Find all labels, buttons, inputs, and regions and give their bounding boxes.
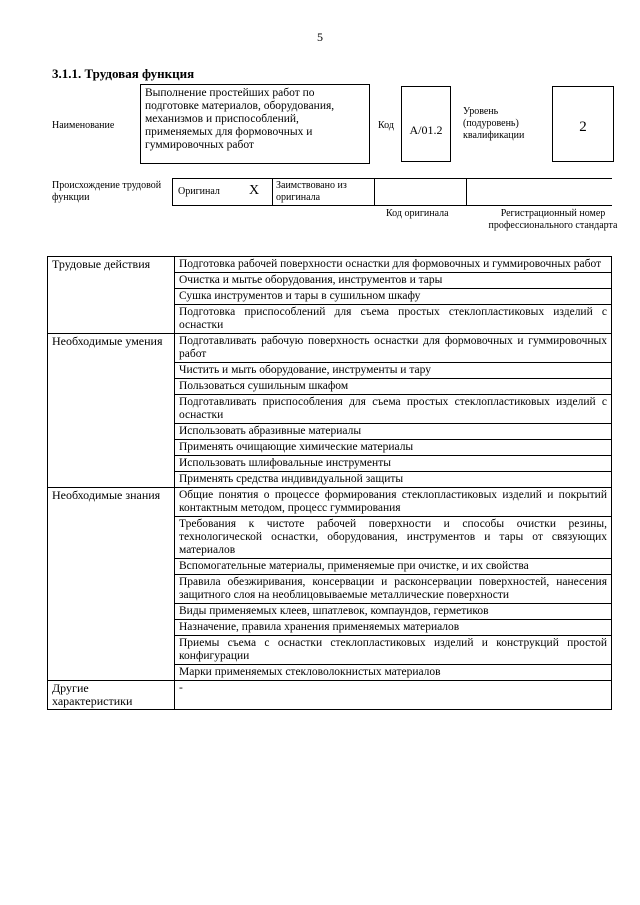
category-cell: Необходимые умения <box>48 334 175 488</box>
table-row <box>48 488 612 517</box>
function-name: Выполнение простейших работ по подготовке материалов, оборудования, механизмов и приспособлений, применяемых для формовочных и гуммировочных работ <box>140 84 370 164</box>
table-row <box>48 334 612 363</box>
code-value: А/01.2 <box>401 86 451 162</box>
item-cell: - <box>175 681 612 710</box>
item-cell: Правила обезжиривания, консервации и расконсервации поверхностей, нанесения защитного слоя на необлицовываемые металлические поверхности <box>175 575 612 604</box>
item-cell: Приемы съема с оснастки стеклопластиковых изделий и конструкций простой конфигурации <box>175 636 612 665</box>
origin-divider-1 <box>272 178 273 206</box>
original-label: Оригинал <box>178 186 220 197</box>
level-value: 2 <box>552 86 614 162</box>
item-cell: Чистить и мыть оборудование, инструменты и тару <box>175 363 612 379</box>
item-cell: Подготовка приспособлений для съема простых стеклопластиковых изделий с оснастки <box>175 305 612 334</box>
item-cell: Использовать абразивные материалы <box>175 424 612 440</box>
borrowed-label: Заимствовано из оригинала <box>276 180 347 203</box>
category-cell: Трудовые действия <box>48 257 175 334</box>
section-title: 3.1.1. Трудовая функция <box>52 66 195 81</box>
item-cell: Подготовка рабочей поверхности оснастки для формовочных и гуммировочных работ <box>175 257 612 273</box>
name-label: Наименование <box>52 120 115 131</box>
item-cell: Подготавливать приспособления для съема простых стеклопластиковых изделий с оснастки <box>175 395 612 424</box>
item-cell: Использовать шлифовальные инструменты <box>175 456 612 472</box>
category-cell: Необходимые знания <box>48 488 175 681</box>
table-row <box>48 681 612 710</box>
page-number: 5 <box>317 30 323 44</box>
item-cell: Требования к чистоте рабочей поверхности и способы очистки резины, технологической оснастки, оборудования, инструментов и тары от связующих материалов <box>175 517 612 559</box>
item-cell: Общие понятия о процессе формирования стеклопластиковых изделий и покрытий контактным методом, процесс гуммирования <box>175 488 612 517</box>
item-cell: Пользоваться сушильным шкафом <box>175 379 612 395</box>
item-cell: Применять средства индивидуальной защиты <box>175 472 612 488</box>
item-cell: Вспомогательные материалы, применяемые при очистке, и их свойства <box>175 559 612 575</box>
table-row <box>48 257 612 273</box>
item-cell: Подготавливать рабочую поверхность оснастки для формовочных и гуммировочных работ <box>175 334 612 363</box>
level-label: Уровень (подуровень) квалификации <box>463 106 525 141</box>
item-cell: Марки применяемых стекловолокнистых материалов <box>175 665 612 681</box>
reg-number-label: Регистрационный номер профессионального стандарта <box>488 208 618 231</box>
origin-row <box>172 178 612 206</box>
original-code-label: Код оригинала <box>386 208 449 219</box>
item-cell: Применять очищающие химические материалы <box>175 440 612 456</box>
code-label: Код <box>378 120 394 131</box>
origin-label: Происхождение трудовой функции <box>52 180 162 203</box>
item-cell: Виды применяемых клеев, шпатлевок, компаундов, герметиков <box>175 604 612 620</box>
item-cell: Назначение, правила хранения применяемых материалов <box>175 620 612 636</box>
category-cell: Другие характеристики <box>48 681 175 710</box>
competency-table <box>47 256 612 710</box>
item-cell: Очистка и мытье оборудования, инструментов и тары <box>175 273 612 289</box>
origin-divider-2 <box>374 178 375 206</box>
original-mark: X <box>249 183 260 198</box>
item-cell: Сушка инструментов и тары в сушильном шкафу <box>175 289 612 305</box>
origin-divider-3 <box>466 178 467 206</box>
